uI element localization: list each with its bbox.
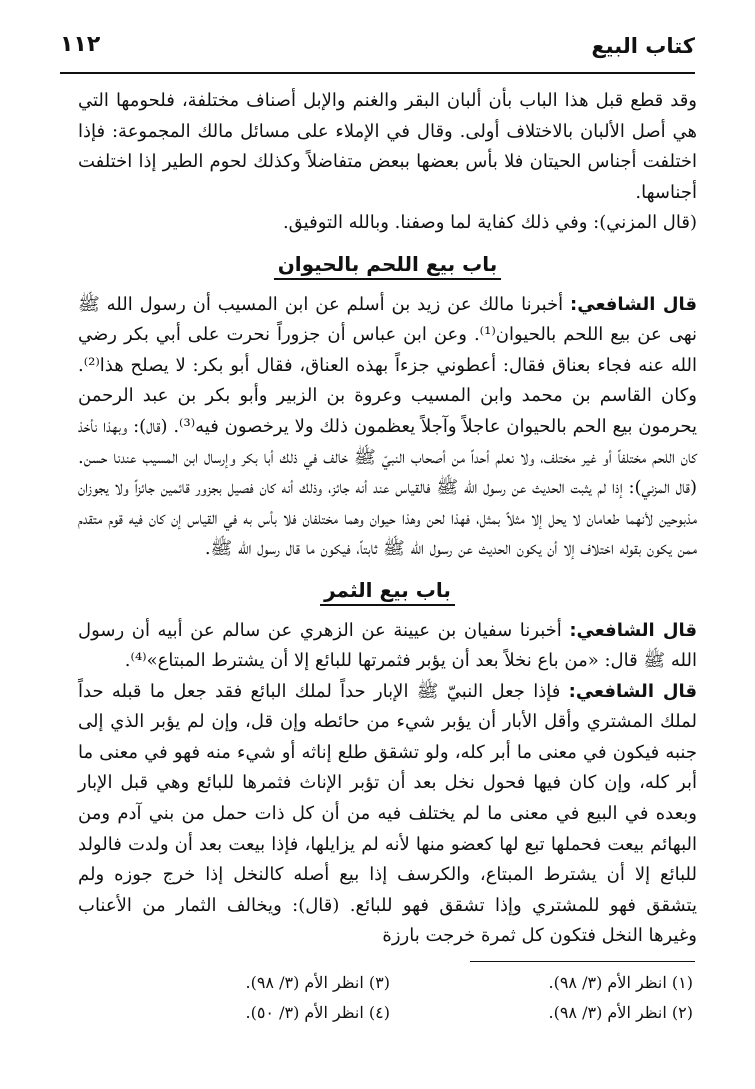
footnotes-left-column xyxy=(90,968,390,1028)
section-title: باب بيع اللحم بالحيوان xyxy=(274,252,502,280)
footnote-3: (٣) انظر الأم (٣/ ٩٨). xyxy=(245,973,390,992)
page-number: ١١٢ xyxy=(60,32,101,57)
section-title: باب بيع الثمر xyxy=(320,578,455,606)
main-text xyxy=(78,86,697,952)
page-header xyxy=(60,30,695,66)
footnote-4: (٤) انظر الأم (٣/ ٥٠). xyxy=(245,1003,390,1022)
section-heading-fruit-sale xyxy=(78,575,697,606)
muzani-note: (قال المزني): وفي ذلك كفاية لما وصفنا. وبالله التوفيق. xyxy=(282,212,697,234)
footnotes-right-column xyxy=(393,968,693,1028)
section2-text-2: فإذا جعل النبيّ ﷺ الإبار حداً لملك البائع فقد جعل ما قبله حداً لملك المشتري وأقل الأبار أن يؤبر شيء من حائطه وإن قل، وإن لم يؤبر الذي إلى جنبه فيكون في معنى ما أبر كله، ولو تشقق طلع إناثه أو شيء منه فهو في معنى ما أبر كله، وإن كان فيها فحول نخل بعد أن تؤبر الإناث فثمرها للبائع وهي قبل الإبار وبعده في البيع في معنى ما لم يختلف فيه من أن كل ذات حمل من بني آدم ومن البهائم بيعت فحملها تبع لها كعضو منها لأنه لم يزايلها، فإذا بيعت بعد أن ولدت فالولد للبائع إلا أن يشترط المبتاع، والكرسف إذا بيع أصله كالنخل إذا خرج جوزه ولم يتشقق فهو للمشتري وإذا تشقق فهو للبائع. (قال): ويخالف الثمار من الأعناب وغيرها النخل فتكون كل ثمرة خرجت بارزة xyxy=(78,680,697,947)
footnote-1: (١) انظر الأم (٣/ ٩٨). xyxy=(548,973,693,992)
speaker-label: قال الشافعي: xyxy=(568,680,697,702)
header-rule xyxy=(60,72,695,74)
section2-paragraph-2 xyxy=(78,677,697,952)
intro-paragraph: وقد قطع قبل هذا الباب بأن ألبان البقر والغنم والإبل أصناف مختلفة، فلحومها التي هي أصل الألبان بالاختلاف أولى. وقال في الإملاء على مسائل مالك المجموعة: فإذا اختلفت أجناس الحيتان فلا بأس بعضها ببعض متفاضلاً وكذلك لحوم الطير إذا اختلفت أجناسها. xyxy=(78,90,697,203)
speaker-label: قال الشافعي: xyxy=(569,619,697,641)
section2-text-1: أخبرنا سفيان بن عيينة عن الزهري عن سالم عن أبيه أن رسول الله ﷺ قال: «من باع نخلاً بعد أن يؤبر فثمرتها للبائع إلا أن يشترط المبتاع»⁽⁴⁾. xyxy=(78,619,697,672)
footnote-rule xyxy=(470,961,695,962)
speaker-label: قال الشافعي: xyxy=(570,293,697,315)
running-title: كتاب البيع xyxy=(591,34,695,58)
section-heading-meat-for-animal xyxy=(78,249,697,280)
section1-text: أخبرنا مالك عن زيد بن أسلم عن ابن المسيب أن رسول الله ﷺ نهى عن بيع اللحم بالحيوان⁽¹⁾. وعن ابن عباس أن جزوراً نحرت على أبي بكر رضي الله عنه فجاء بعناق فقال: أعطوني جزءاً بهذه العناق، فقال أبو بكر: لا يصلح هذا⁽²⁾. وكان القاسم بن محمد وابن المسيب وعروة بن الزبير وأبو بكر بن عبد الرحمن يحرمون بيع الحم بالحيوان عاجلاً وآجلاً يعظمون ذلك ولا يرخصون فيه⁽³⁾. (قال): وبهذا نأخذ كان اللحم مختلفاً أو غير مختلف، ولا نعلم أحداً من أصحاب النبيّ ﷺ خالف في ذلك أبا بكر وإرسال ابن المسيب عندنا حسن. (قال المزني): إذا لم يثبت الحديث عن رسول الله ﷺ فالقياس عند أنه جائز، وذلك أنه كان فصيل بجزور قائمين جائزاً ولا يجوزان مذبوحين لأنهما طعامان لا يحل إلا مثلاً بمثل، فهذا لحن وهذا حيوان وهما مختلفان فلا بأس به في القياس إن كان فيه قوم متقدم ممن يكون بقوله اختلاف إلا أن يكون الحديث عن رسول الله ﷺ ثابتاً، فيكون ما قال رسول الله ﷺ. xyxy=(78,293,698,560)
footnote-2: (٢) انظر الأم (٣/ ٩٨). xyxy=(548,1003,693,1022)
section2-paragraph-1 xyxy=(78,616,697,677)
section1-paragraph xyxy=(78,290,697,565)
